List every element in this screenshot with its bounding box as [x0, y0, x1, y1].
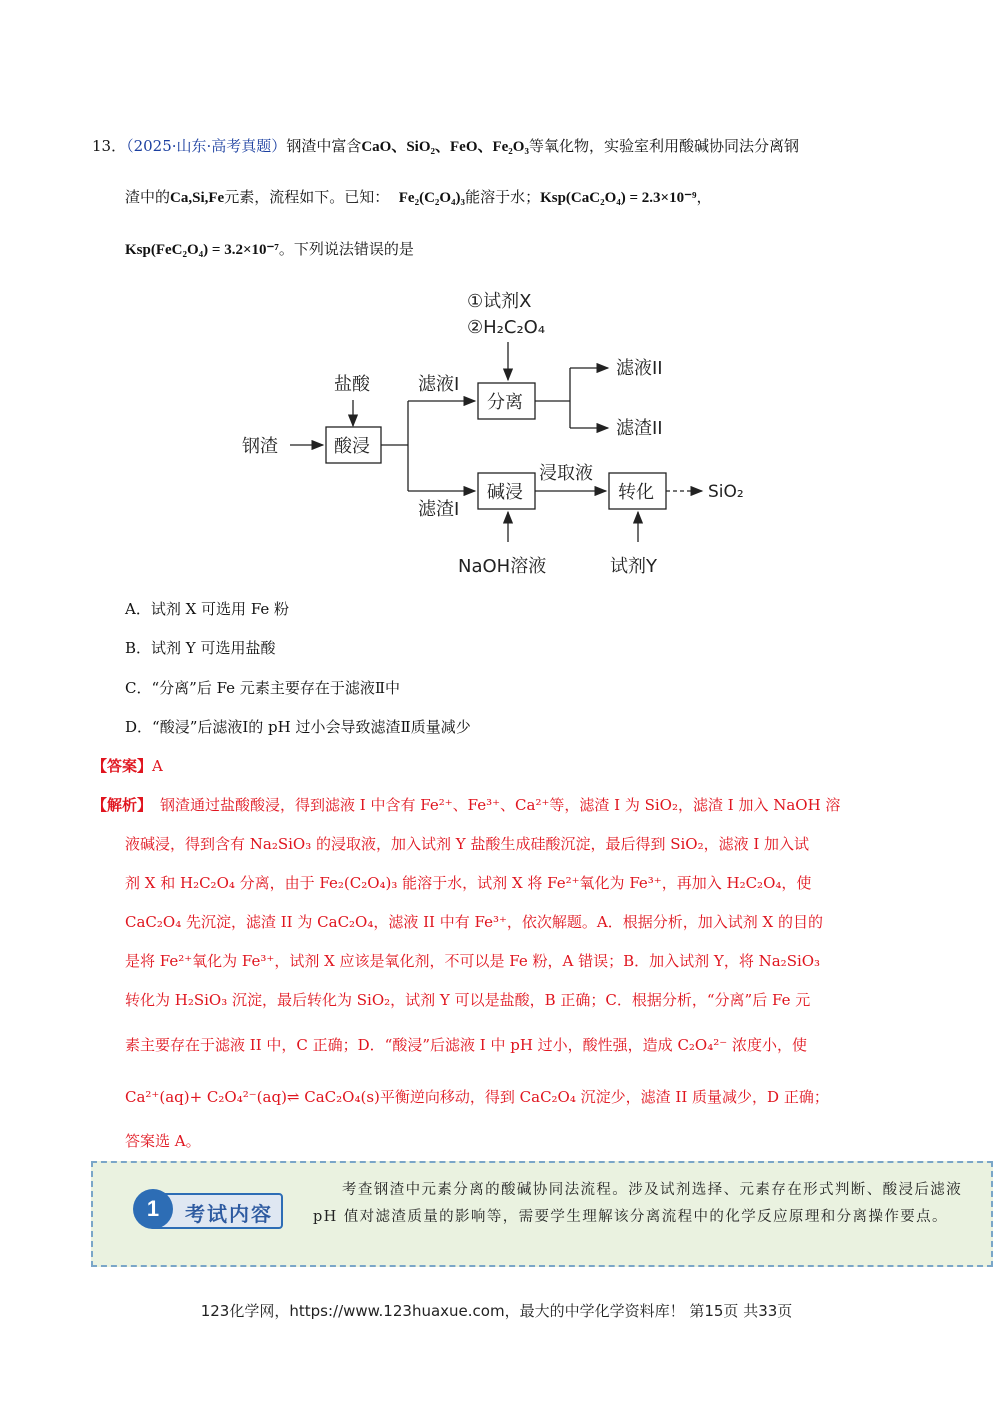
- option-d[interactable]: [125, 716, 471, 737]
- option-label: D．: [125, 718, 153, 736]
- stem-text: 渣中的: [125, 188, 171, 206]
- reagent-y-label: 试剂Y: [610, 556, 657, 577]
- analysis-line: CaC₂O₄ 先沉淀，滤渣 II 为 CaC₂O₄，滤液 II 中有 Fe³⁺，依次解题。A．根据分析，加入试剂 X 的目的: [125, 913, 823, 931]
- separate-label: 分离: [487, 392, 523, 413]
- stem-text: 能溶于水；: [465, 188, 541, 206]
- exam-content-badge: [133, 1189, 283, 1233]
- answer-value: A: [152, 757, 163, 775]
- question-line-2: [125, 186, 712, 209]
- option-text: “酸浸”后滤液Ⅰ的 pH 过小会导致滤渣Ⅱ质量减少: [152, 718, 471, 736]
- option-text: “分离”后 Fe 元素主要存在于滤液Ⅱ中: [151, 679, 401, 697]
- answer-tag: 【答案】: [92, 757, 153, 775]
- stem-text: 等氧化物，实验室利用酸碱协同法分离钢: [528, 137, 799, 155]
- analysis-line: 是将 Fe²⁺氧化为 Fe³⁺，试剂 X 应该是氧化剂，不可以是 Fe 粉，A 错误；B．加入试剂 Y，将 Na₂SiO₃: [125, 952, 821, 970]
- option-text: 试剂 X 可选用 Fe 粉: [150, 600, 290, 618]
- analysis-line: 液碱浸，得到含有 Na₂SiO₃ 的浸取液，加入试剂 Y 盐酸生成硅酸沉淀，最后得到 SiO₂，滤液 I 加入试: [125, 835, 810, 853]
- residue1-label: 滤渣I: [418, 499, 460, 520]
- stem-elements: Ca,Si,Fe: [170, 190, 225, 206]
- page-footer: 123化学网，https://www.123huaxue.com，最大的中学化学资料库！ 第15页 共33页: [200, 1302, 793, 1320]
- hcl-label: 盐酸: [334, 374, 370, 395]
- steel-slag-label: 钢渣: [242, 436, 278, 457]
- leach-liquid-label: 浸取液: [539, 463, 593, 484]
- option-b[interactable]: [125, 637, 275, 658]
- analysis-line: Ca²⁺(aq)+ C₂O₄²⁻(aq)⇌ CaC₂O₄(s)平衡逆向移动，得到 CaC₂O₄ 沉淀少，滤渣 II 质量减少，D 正确；: [125, 1088, 829, 1106]
- option-text: 试剂 Y 可选用盐酸: [151, 639, 276, 657]
- naoh-label: NaOH溶液: [458, 556, 547, 577]
- stem-text: 元素，流程如下。已知：: [224, 188, 390, 206]
- stem-text: ，: [696, 188, 712, 206]
- badge-number: 1: [133, 1189, 173, 1229]
- option-label: A．: [125, 600, 151, 618]
- analysis-line: 剂 X 和 H₂C₂O₄ 分离，由于 Fe₂(C₂O₄)₃ 能溶于水，试剂 X 将 Fe²⁺氧化为 Fe³⁺，再加入 H₂C₂O₄，使: [125, 874, 812, 892]
- stem-text: 钢渣中富含: [286, 137, 362, 155]
- question-number: 13．: [92, 137, 127, 155]
- stem-formula: Fe₂(C₂O₄)₃: [398, 190, 466, 206]
- analysis-line: 钢渣通过盐酸酸浸，得到滤液 I 中含有 Fe²⁺、Fe³⁺、Ca²⁺等，滤渣 I 为 SiO₂，滤渣 I 加入 NaOH 溶: [160, 796, 841, 814]
- sio2-label: SiO₂: [708, 482, 744, 502]
- filtrate1-label: 滤液I: [418, 374, 460, 395]
- residue2-label: 滤渣II: [616, 418, 663, 439]
- exam-content-text: 考查钢渣中元素分离的酸碱协同法流程。涉及试剂选择、元素存在形式判断、酸浸后滤液 pH 值对滤渣质量的影响等，需要学生理解该分离流程中的化学反应原理和分离操作要点。: [313, 1182, 963, 1225]
- alkali-leach-label: 碱浸: [487, 482, 523, 503]
- answer: [92, 755, 163, 776]
- option-c[interactable]: [125, 677, 400, 698]
- option-label: C．: [125, 679, 152, 697]
- convert-label: 转化: [618, 482, 654, 503]
- reagent-x-label: ①试剂X: [467, 291, 532, 312]
- exam-content-box: [91, 1161, 993, 1267]
- reagent-oxalic-label: ②H₂C₂O₄: [467, 317, 546, 338]
- stem-formulas: CaO、SiO₂、FeO、Fe₂O₃: [361, 139, 529, 155]
- analysis-line: 答案选 A。: [125, 1132, 201, 1150]
- acid-leach-label: 酸浸: [334, 436, 370, 457]
- ksp-cac2o4: Ksp(CaC₂O₄) = 2.3×10⁻⁹: [540, 190, 697, 206]
- ksp-fec2o4: Ksp(FeC₂O₄) = 3.2×10⁻⁷: [125, 242, 279, 258]
- option-a[interactable]: [125, 598, 289, 619]
- question-source[interactable]: （2025·山东·高考真题）: [126, 137, 287, 155]
- question-line-3: [125, 238, 414, 261]
- filtrate2-label: 滤液II: [616, 358, 663, 379]
- option-label: B．: [125, 639, 152, 657]
- analysis-line: 素主要存在于滤液 II 中，C 正确；D．“酸浸”后滤液 I 中 pH 过小，酸性强，造成 C₂O₄²⁻ 浓度小，使: [125, 1036, 807, 1054]
- badge-title: 考试内容: [185, 1202, 273, 1226]
- stem-text: 。下列说法错误的是: [278, 240, 414, 258]
- analysis-line: 转化为 H₂SiO₃ 沉淀，最后转化为 SiO₂，试剂 Y 可以是盐酸，B 正确；C．根据分析，“分离”后 Fe 元: [125, 991, 811, 1009]
- process-flowchart: [230, 280, 770, 580]
- question-line-1: [92, 135, 799, 158]
- analysis-tag: 【解析】: [92, 796, 153, 814]
